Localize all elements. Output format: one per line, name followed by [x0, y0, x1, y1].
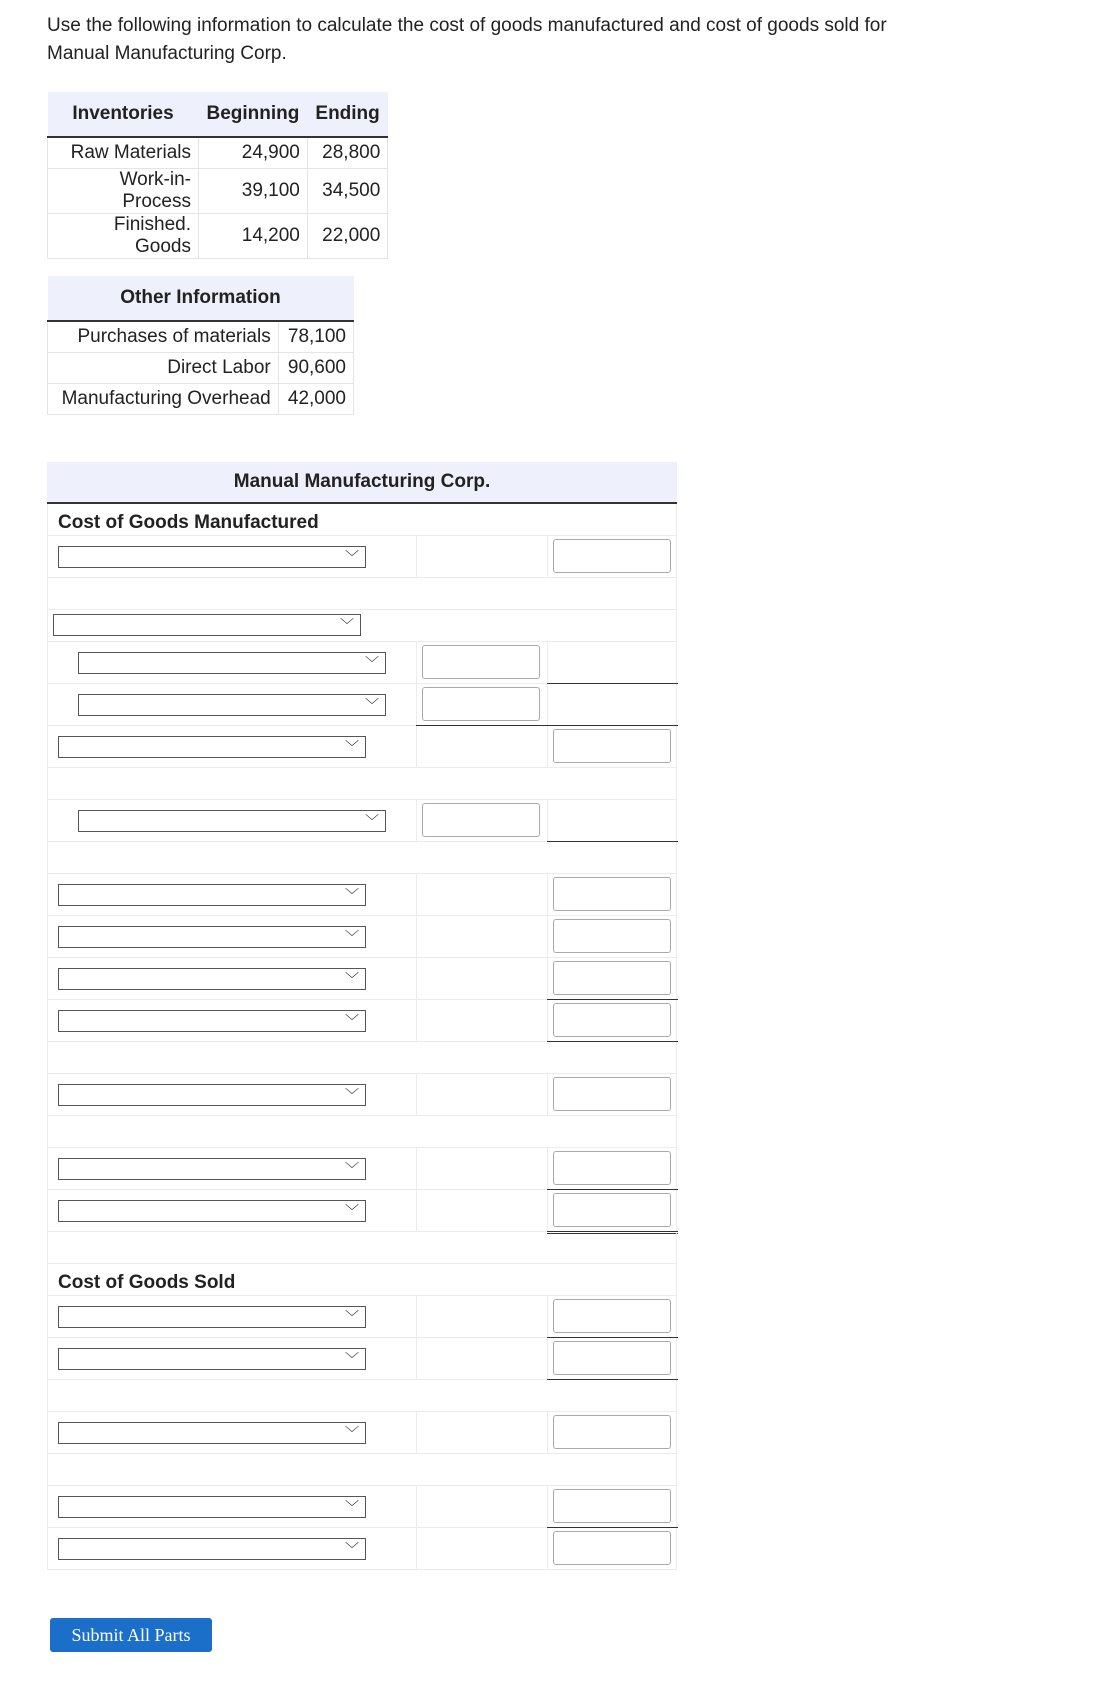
account-dropdown[interactable]	[78, 652, 386, 674]
table-row	[47, 684, 677, 726]
chevron-down-icon: ﹀	[345, 1087, 359, 1103]
chevron-down-icon: ﹀	[365, 813, 379, 829]
amount-input[interactable]	[553, 1151, 671, 1185]
account-dropdown[interactable]	[53, 614, 361, 636]
other-info-header: Other Information	[48, 276, 354, 321]
col-header-beginning: Beginning	[199, 92, 308, 137]
row-label: Direct Labor	[48, 353, 279, 384]
amount-input[interactable]	[553, 539, 671, 573]
table-row	[48, 321, 354, 353]
account-dropdown[interactable]	[58, 1422, 366, 1444]
table-row	[47, 958, 677, 1000]
beginning-value: 24,900	[199, 137, 308, 169]
chevron-down-icon: ﹀	[345, 887, 359, 903]
table-row	[47, 610, 677, 642]
spacer-row	[47, 842, 677, 874]
row-label: Raw Materials	[48, 137, 199, 169]
ending-value: 22,000	[307, 214, 387, 259]
table-row	[48, 384, 354, 415]
table-row	[47, 1296, 677, 1338]
ending-value: 34,500	[307, 169, 387, 214]
chevron-down-icon: ﹀	[340, 617, 354, 633]
table-row	[47, 726, 677, 768]
beginning-value: 39,100	[199, 169, 308, 214]
amount-input[interactable]	[553, 1193, 671, 1227]
table-row	[47, 1190, 677, 1232]
row-label: Purchases of materials	[48, 321, 279, 353]
account-dropdown[interactable]	[58, 1496, 366, 1518]
chevron-down-icon: ﹀	[345, 739, 359, 755]
amount-input[interactable]	[553, 877, 671, 911]
amount-input[interactable]	[553, 1341, 671, 1375]
spacer-row	[47, 578, 677, 610]
row-label: Manufacturing Overhead	[48, 384, 279, 415]
chevron-down-icon: ﹀	[345, 1425, 359, 1441]
table-row	[48, 137, 388, 169]
amount-input[interactable]	[553, 729, 671, 763]
chevron-down-icon: ﹀	[345, 929, 359, 945]
account-dropdown[interactable]	[78, 694, 386, 716]
chevron-down-icon: ﹀	[365, 655, 379, 671]
table-row	[47, 1528, 677, 1570]
other-information-table	[47, 276, 354, 415]
cogs-section-label: Cost of Goods Sold	[58, 1272, 236, 1293]
amount-input[interactable]	[422, 645, 540, 679]
spacer-row	[47, 1042, 677, 1074]
row-value: 78,100	[278, 321, 353, 353]
spacer-row	[47, 1380, 677, 1412]
table-row	[47, 1074, 677, 1116]
beginning-value: 14,200	[199, 214, 308, 259]
row-value: 90,600	[278, 353, 353, 384]
table-row	[47, 1486, 677, 1528]
spacer-row	[47, 768, 677, 800]
table-row	[47, 536, 677, 578]
table-row	[48, 169, 388, 214]
section-row	[47, 1264, 677, 1296]
row-label: Finished. Goods	[48, 214, 199, 259]
amount-input[interactable]	[422, 803, 540, 837]
table-row	[47, 1338, 677, 1380]
account-dropdown[interactable]	[58, 1538, 366, 1560]
table-row	[47, 1000, 677, 1042]
chevron-down-icon: ﹀	[345, 1013, 359, 1029]
chevron-down-icon: ﹀	[345, 1499, 359, 1515]
table-row	[47, 1148, 677, 1190]
spacer-row	[47, 1116, 677, 1148]
table-row	[48, 214, 388, 259]
amount-input[interactable]	[553, 1299, 671, 1333]
account-dropdown[interactable]	[58, 1200, 366, 1222]
inventories-table	[47, 92, 388, 259]
amount-input[interactable]	[553, 1003, 671, 1037]
spacer-row	[47, 1454, 677, 1486]
chevron-down-icon: ﹀	[345, 1309, 359, 1325]
spacer-row	[47, 1232, 677, 1264]
account-dropdown[interactable]	[58, 546, 366, 568]
account-dropdown[interactable]	[58, 884, 366, 906]
account-dropdown[interactable]	[58, 1084, 366, 1106]
account-dropdown[interactable]	[58, 736, 366, 758]
table-row	[47, 1412, 677, 1454]
problem-text: Use the following information to calculate the cost of goods manufactured and cost of goods sold for Manual Manufacturing Corp.	[47, 15, 887, 64]
account-dropdown[interactable]	[78, 810, 386, 832]
chevron-down-icon: ﹀	[345, 549, 359, 565]
table-row	[48, 353, 354, 384]
submit-all-parts-button[interactable]: Submit All Parts	[50, 1618, 212, 1652]
chevron-down-icon: ﹀	[365, 697, 379, 713]
row-value: 42,000	[278, 384, 353, 415]
col-header-ending: Ending	[307, 92, 387, 137]
row-label: Work-in-Process	[48, 169, 199, 214]
amount-input[interactable]	[553, 1531, 671, 1565]
company-title: Manual Manufacturing Corp.	[47, 462, 677, 504]
amount-input[interactable]	[553, 919, 671, 953]
section-row	[47, 504, 677, 536]
table-row	[47, 874, 677, 916]
chevron-down-icon: ﹀	[345, 971, 359, 987]
chevron-down-icon: ﹀	[345, 1161, 359, 1177]
table-row	[47, 642, 677, 684]
amount-input[interactable]	[553, 1489, 671, 1523]
account-dropdown[interactable]	[58, 926, 366, 948]
account-dropdown[interactable]	[58, 1306, 366, 1328]
account-dropdown[interactable]	[58, 1348, 366, 1370]
amount-input[interactable]	[553, 1415, 671, 1449]
amount-input[interactable]	[553, 1077, 671, 1111]
account-dropdown[interactable]	[58, 968, 366, 990]
chevron-down-icon: ﹀	[345, 1541, 359, 1557]
chevron-down-icon: ﹀	[345, 1203, 359, 1219]
col-header-inventories: Inventories	[48, 92, 199, 137]
account-dropdown[interactable]	[58, 1010, 366, 1032]
cogm-section-label: Cost of Goods Manufactured	[58, 512, 319, 533]
statement-worksheet	[47, 462, 677, 1570]
amount-input[interactable]	[553, 961, 671, 995]
amount-input[interactable]	[422, 687, 540, 721]
table-row	[47, 916, 677, 958]
account-dropdown[interactable]	[58, 1158, 366, 1180]
table-row	[47, 800, 677, 842]
ending-value: 28,800	[307, 137, 387, 169]
chevron-down-icon: ﹀	[345, 1351, 359, 1367]
